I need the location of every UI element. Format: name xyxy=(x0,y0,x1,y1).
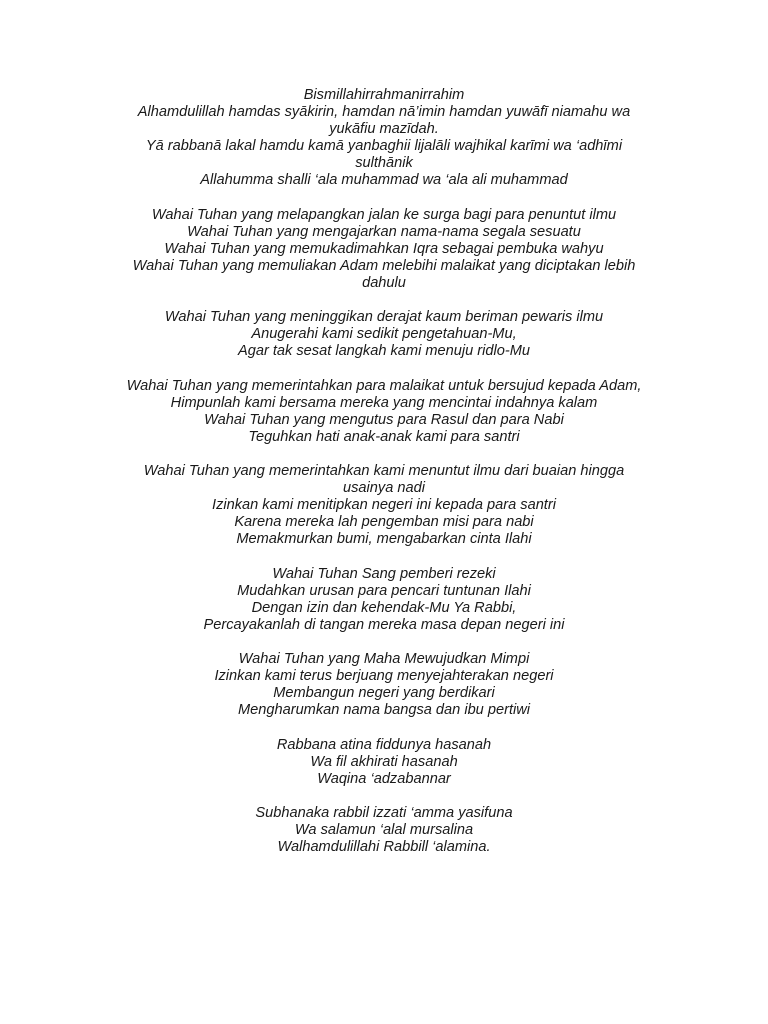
text-line: Wahai Tuhan yang mengajarkan nama-nama segala sesuatu xyxy=(187,223,581,240)
stanza xyxy=(118,566,650,634)
text-line: Izinkan kami terus berjuang menyejahterakan negeri xyxy=(214,668,554,684)
text-line: Wa fil akhirati hasanah xyxy=(310,753,458,770)
text-line: Percayakanlah di tangan mereka masa depan negeri ini xyxy=(203,616,565,633)
text-line: Mengharumkan nama bangsa dan ibu pertiwi xyxy=(237,702,531,718)
text-line: Wahai Tuhan yang memerintahkan para malaikat untuk bersujud kepada Adam, xyxy=(126,377,642,394)
stanza xyxy=(118,207,650,292)
text-line: Subhanaka rabbil izzati ‘amma yasifuna xyxy=(255,805,513,821)
stanza-closing xyxy=(118,805,650,856)
text-line: Bismillahirrahmanirrahim xyxy=(303,87,465,103)
text-line: Teguhkan hati anak-anak kami para santri xyxy=(248,428,520,445)
stanza xyxy=(118,737,650,788)
text-line: Alhamdulillah hamdas syākirin, hamdan nā’imin hamdan yuwāfī niamahu wa yukāfiu mazīdah. xyxy=(137,104,631,137)
text-line: Waqina ‘adzabannar xyxy=(317,770,451,787)
stanza xyxy=(118,309,650,360)
text-line: Agar tak sesat langkah kami menuju ridlo-Mu xyxy=(237,343,530,359)
text-line: Wahai Tuhan yang melapangkan jalan ke surga bagi para penuntut ilmu xyxy=(151,206,617,223)
stanza xyxy=(118,651,650,719)
text-line: Karena mereka lah pengemban misi para nabi xyxy=(234,514,534,530)
text-line: Wahai Tuhan yang mengutus para Rasul dan para Nabi xyxy=(204,411,564,428)
text-line: Mudahkan urusan para pencari tuntunan Ilahi xyxy=(237,582,531,599)
stanza xyxy=(118,463,650,548)
text-line: Wahai Tuhan Sang pemberi rezeki xyxy=(272,565,496,582)
text-line: Wahai Tuhan yang meninggikan derajat kaum beriman pewaris ilmu xyxy=(164,309,604,325)
text-line: Wahai Tuhan yang memuliakan Adam melebihi malaikat yang diciptakan lebih dahulu xyxy=(132,257,636,291)
text-line: Memakmurkan bumi, mengabarkan cinta Ilahi xyxy=(236,531,532,547)
text-line: Walhamdulillahi Rabbill ‘alamina. xyxy=(277,839,491,855)
text-line: Wahai Tuhan yang memerintahkan kami menuntut ilmu dari buaian hingga usainya nadi xyxy=(143,463,625,496)
text-line: Izinkan kami menitipkan negeri ini kepada para santri xyxy=(212,497,556,513)
text-line: Wahai Tuhan yang memukadimahkan Iqra sebagai pembuka wahyu xyxy=(164,240,604,257)
prayer-text xyxy=(118,87,650,856)
text-line: Dengan izin dan kehendak-Mu Ya Rabbi, xyxy=(251,599,517,616)
text-line: Wahai Tuhan yang Maha Mewujudkan Mimpi xyxy=(238,651,530,667)
text-line: Allahumma shalli ‘ala muhammad wa ‘ala ali muhammad xyxy=(200,172,568,188)
stanza xyxy=(118,378,650,446)
text-line: Membangun negeri yang berdikari xyxy=(273,685,495,701)
text-line: Anugerahi kami sedikit pengetahuan-Mu, xyxy=(251,326,517,342)
text-line: Rabbana atina fiddunya hasanah xyxy=(276,736,492,753)
stanza-opening xyxy=(118,87,650,189)
text-line: Yā rabbanā lakal hamdu kamā yanbaghii lijalāli wajhikal karīmi wa ‘adhīmi sulthānik xyxy=(145,138,623,171)
text-line: Wa salamun ‘alal mursalina xyxy=(294,822,474,838)
text-line: Himpunlah kami bersama mereka yang mencintai indahnya kalam xyxy=(170,394,598,411)
